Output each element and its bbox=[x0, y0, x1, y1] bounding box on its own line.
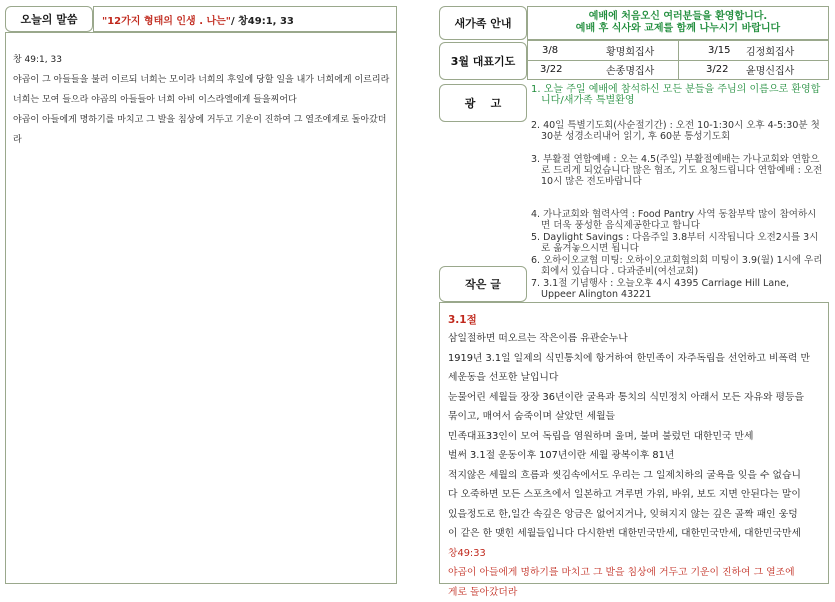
prayer-name: 황명희집사 bbox=[606, 43, 654, 58]
prayer-name: 윤명신집사 bbox=[746, 62, 794, 77]
closing-verse-ref: 창49:33 bbox=[448, 544, 822, 564]
march-prayer-tag: 3월 대표기도 bbox=[439, 42, 527, 80]
welcome-line-2: 예배 후 식사와 교제를 함께 나누시기 바랍니다 bbox=[576, 23, 780, 35]
today-word-tag: 오늘의 말씀 bbox=[5, 6, 93, 32]
poem-line: 세운동을 선포한 날입니다 bbox=[448, 368, 822, 388]
poem-line: 적지않은 세월의 흐름과 씻김속에서도 우리는 그 일제치하의 굴욕을 잊을 수 없습니 bbox=[448, 466, 822, 486]
prayer-row-1 bbox=[528, 41, 828, 60]
announcement-list bbox=[531, 84, 823, 300]
sermon-title-bar bbox=[93, 6, 397, 32]
announcements-tag: 광 고 bbox=[439, 84, 527, 122]
closing-verse-line: 야곱이 아들에게 명하기를 마치고 그 발을 침상에 거두고 기운이 진하여 그 열조에 bbox=[448, 563, 822, 583]
scripture-ref: 창 49:1, 33 bbox=[13, 50, 393, 70]
poem-line: 눈물어린 세월들 장장 36년이란 굴욕과 통치의 식민정치 아래서 모든 자유와 평등을 bbox=[448, 388, 822, 408]
prayer-date: 3/8 bbox=[542, 45, 558, 56]
prayer-row-2 bbox=[528, 60, 828, 79]
sermon-title-ref: / 창49:1, 33 bbox=[231, 12, 294, 27]
small-writing-tag: 작은 글 bbox=[439, 266, 527, 302]
prayer-date: 3/22 bbox=[706, 64, 728, 75]
poem-line: 벌써 3.1절 운동이후 107년이란 세월 광복이후 81년 bbox=[448, 446, 822, 466]
poem-line: 다 오죽하면 모든 스포츠에서 일본하고 겨루면 가위, 바위, 보도 지면 안된다는 말이 bbox=[448, 485, 822, 505]
small-writing-body bbox=[448, 329, 822, 602]
poem-line: 민족대표33인이 모여 독립을 염원하며 울며, 불며 불렀던 대한민국 만세 bbox=[448, 427, 822, 447]
sermon-title: "12가지 형태의 인생 . 나는" bbox=[102, 12, 231, 27]
scripture-verse-2: 너희는 모여 들으라 야곱의 아들들아 너희 아비 이스라엘에게 들을찌어다 bbox=[13, 90, 393, 110]
closing-verse-line: 게로 돌아갔더라 bbox=[448, 583, 822, 602]
announcement-item: 7. 3.1절 기념행사 : 오늘오후 4시 4395 Carriage Hill Lane, Uppeer Alington 43221 bbox=[531, 278, 823, 300]
announcement-item: 5. Daylight Savings : 다음주일 3.8부터 시작됩니다 오전2시를 3시로 옮겨놓으시면 됩니다 bbox=[531, 232, 823, 254]
scripture-verse-3: 야곱이 아들에게 명하기를 마치고 그 발을 침상에 거두고 기운이 진하여 그 열조에게로 돌아갔더라 bbox=[13, 110, 393, 150]
sermon-scripture bbox=[13, 50, 393, 150]
prayer-date: 3/15 bbox=[708, 45, 730, 56]
prayer-schedule-table bbox=[527, 40, 829, 80]
announcement-item: 4. 가나교회와 협력사역 : Food Pantry 사역 동참부탁 많이 참여하시면 더욱 풍성한 음식제공한다고 합니다 bbox=[531, 209, 823, 231]
prayer-name: 김정희집사 bbox=[746, 43, 794, 58]
announcement-item: 1. 오늘 주일 예배에 참석하신 모든 분들을 주님의 이름으로 환영합니다/새가족 특별환영 bbox=[531, 84, 823, 106]
scripture-verse-1: 야곱이 그 아들들을 불러 이르되 너희는 모이라 너희의 후일에 당할 일을 내가 너희에게 이르리라 bbox=[13, 70, 393, 90]
small-writing-panel bbox=[439, 302, 829, 584]
prayer-date: 3/22 bbox=[540, 64, 562, 75]
poem-line: 삼일절하면 떠오르는 작은이름 유관순누나 bbox=[448, 329, 822, 349]
prayer-name: 손종명집사 bbox=[606, 62, 654, 77]
poem-line: 묶이고, 매여서 숨죽이며 살았던 세월들 bbox=[448, 407, 822, 427]
announcement-item: 6. 오하이오교협 미팅: 오하이오교회협의회 미팅이 3.9(월) 1시에 우리회에서 있습니다 . 다과준비(여선교회) bbox=[531, 255, 823, 277]
small-writing-title: 3.1절 bbox=[448, 311, 822, 329]
poem-line: 이 같은 한 맺힌 세월들입니다 다시한번 대한민국만세, 대한민국만세, 대한민국만세 bbox=[448, 524, 822, 544]
welcome-message bbox=[527, 6, 829, 40]
poem-line: 있을정도로 한,일간 속깊은 앙금은 없어지거나, 잊혀지지 않는 깊은 골짝 패인 웅덩 bbox=[448, 505, 822, 525]
poem-line: 1919년 3.1일 일제의 식민통치에 항거하여 한민족이 자주독립을 선언하고 비폭력 만 bbox=[448, 349, 822, 369]
announcement-item: 3. 부활절 연합예배 : 오는 4.5(주일) 부활절예배는 가나교회와 연합으로 드리게 되었습니다 많은 협조, 기도 요청드립니다 연합예배 : 오전10시 많은 전도바랍니다 bbox=[531, 154, 823, 187]
new-family-tag: 새가족 안내 bbox=[439, 6, 527, 40]
welcome-line-1: 예배에 처음오신 여러분들을 환영합니다. bbox=[589, 11, 767, 23]
announcement-item: 2. 40일 특별기도회(사순절기간) : 오전 10-1:30시 오후 4-5:30분 첫30분 성경소리내어 읽기, 후 60분 통성기도회 bbox=[531, 120, 823, 142]
